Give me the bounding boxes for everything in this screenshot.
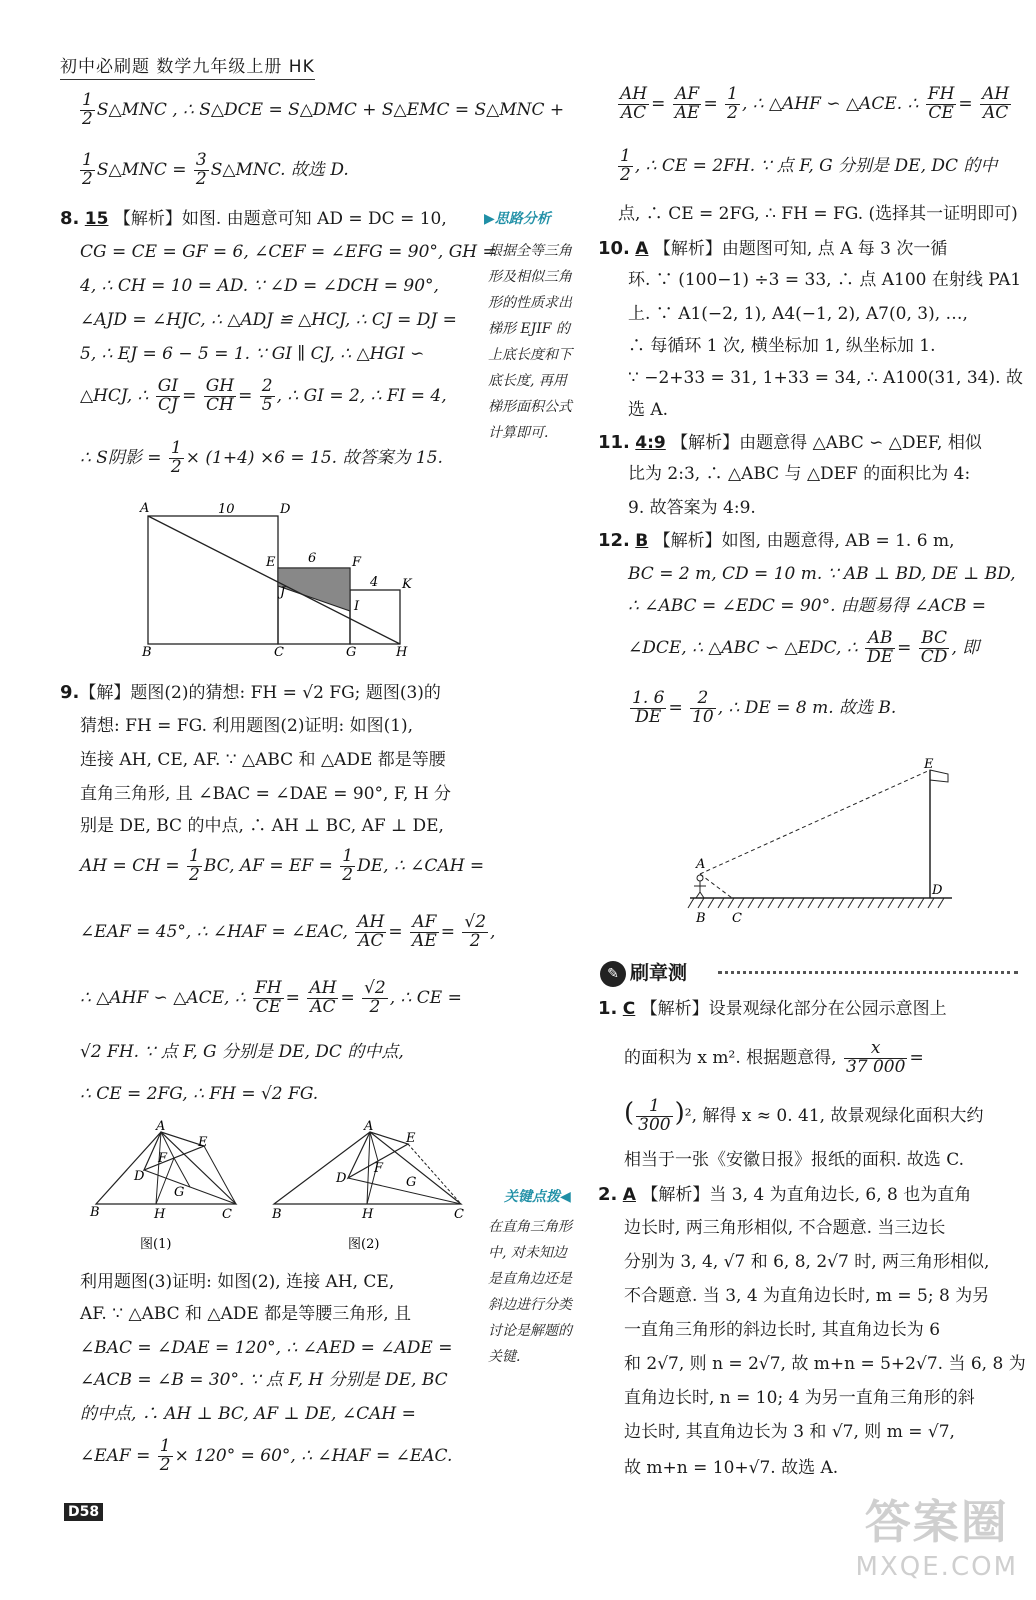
r-line-2: $\frac{1}{2}$ , ∴ CE = 2FH. ∵ 点 F, G 分别是 DE, DC 的中 — [620, 146, 998, 185]
fraction: $\frac{AF}{AE}$ — [412, 912, 437, 951]
label-k: K — [402, 577, 412, 592]
fraction: $\frac{1}{2}$ — [159, 1436, 171, 1475]
q11-line-2: 比为 2:3, ∴ △ABC 与 △DEF 的面积比为 4: — [628, 464, 971, 484]
fraction: $\frac{AH}{AC}$ — [620, 84, 648, 123]
q10-line-2: 环. ∵ (100−1) ÷3 = 33, ∴ 点 A100 在射线 PA1 — [628, 270, 1022, 290]
fraction: $\frac{AB}{DE}$ — [867, 628, 894, 667]
q9-line-5: 别是 DE, BC 的中点, ∴ AH ⊥ BC, AF ⊥ DE, — [80, 816, 444, 836]
fraction: $\frac{√2}{2}$ — [364, 978, 386, 1017]
q11-line-3: 9. 故答案为 4:9. — [628, 498, 756, 518]
fraction: $\frac{1}{300}$ — [638, 1096, 671, 1135]
fig1-label-c: C — [222, 1207, 232, 1222]
fraction: $\frac{1}{2}$ — [727, 84, 738, 123]
r-line-1: $\frac{AH}{AC}$ = $\frac{AF}{AE}$ = $\frac{1}{2}$ , ∴ △AHF ∽ △ACE. ∴ $\frac{FH}{CE}$ = $\frac{AH}{AC}$ — [620, 84, 1010, 123]
q8-line-2: CG = CE = GF = 6, ∠CEF = ∠EFG = 90°, GH = — [80, 242, 497, 262]
page-header: 初中必刷题 数学九年级上册 HK — [60, 52, 315, 80]
fig12-label-a: A — [696, 857, 706, 872]
fig2-label-f: F — [374, 1161, 384, 1176]
c2-line-7: 直角边长时, n = 10; 4 为另一直角三角形的斜 — [624, 1388, 975, 1408]
c2-line-6: 和 2√7, 则 n = 2√7, 故 m+n = 5+2√7. 当 6, 8 为 — [624, 1354, 1026, 1374]
q9-line-10: ∴ CE = 2FG, ∴ FH = √2 FG. — [80, 1084, 319, 1104]
watermark-logo: 答案圈 MXQE.COM — [855, 1495, 1018, 1582]
fraction: $\frac{2}{10}$ — [692, 688, 714, 727]
fraction: $\frac{AH}{AC}$ — [309, 978, 337, 1017]
label-10: 10 — [218, 502, 235, 517]
q12-line-4: ∠DCE, ∴ △ABC ∽ △EDC, ∴ $\frac{AB}{DE}$ = $\frac{BC}{CD}$ , 即 — [628, 628, 980, 667]
q9-line-1: 9.【解】题图(2)的猜想: FH = √2 FG; 题图(3)的 — [60, 682, 441, 703]
q10-line-4: ∴ 每循环 1 次, 横坐标加 1, 纵坐标加 1. — [628, 336, 936, 356]
fig12-label-e: E — [924, 757, 934, 772]
section-header: ✎ 刷章测 — [600, 958, 687, 987]
sidebar-analysis: 根据全等三角 形及相似三角 形的性质求出 梯形 EJIF 的 上底长度和下 底长度, 再用 梯形面积公式 计算即可. — [488, 243, 572, 441]
c1-line-4: 相当于一张《安徽日报》报纸的面积. 故选 C. — [624, 1150, 965, 1170]
q9-line-11: 利用题图(3)证明: 如图(2), 连接 AH, CE, — [80, 1272, 395, 1292]
q9-figures — [86, 1120, 476, 1260]
label-a: A — [140, 501, 150, 516]
q9-line-15: 的中点, ∴ AH ⊥ BC, AF ⊥ DE, ∠CAH = — [80, 1404, 416, 1424]
label-h: H — [396, 645, 408, 658]
q9-line-12: AF. ∵ △ABC 和 △ADE 都是等腰三角形, 且 — [80, 1304, 412, 1324]
sidebar-analysis-title: ▶思路分析 — [484, 211, 551, 227]
q8-line-5: 5, ∴ EJ = 6 − 5 = 1. ∵ GI ∥ CJ, ∴ △HGI ∽ — [80, 344, 425, 364]
fraction: $\frac{BC}{CD}$ — [920, 628, 948, 667]
q12-figure — [684, 752, 964, 932]
fraction: $\frac{AF}{AE}$ — [674, 84, 700, 123]
label-j: J — [280, 585, 286, 600]
r-line-3: 点, ∴ CE = 2FG, ∴ FH = FG. (选择其一证明即可) — [618, 204, 1018, 224]
fig1-label-a: A — [156, 1120, 166, 1134]
divider — [718, 971, 1018, 974]
q9-line-13: ∠BAC = ∠DAE = 120°, ∴ ∠AED = ∠ADE = — [80, 1338, 453, 1358]
c2-line-1: 2. A 【解析】当 3, 4 为直角边长, 6, 8 也为直角 — [598, 1184, 972, 1205]
fig2-label-e: E — [406, 1131, 416, 1146]
fig2-label-a: A — [364, 1120, 374, 1134]
q9-line-6: AH = CH = $\frac{1}{2}$ BC, AF = EF = $\frac{1}{2}$ DE, ∴ ∠CAH = — [80, 846, 485, 885]
q12-line-5: $\frac{1. 6}{DE}$ = $\frac{2}{10}$ , ∴ DE = 8 m. 故选 B. — [632, 688, 897, 727]
fraction: $\frac{AH}{AC}$ — [982, 84, 1010, 123]
q8-figure — [138, 498, 428, 658]
fraction: $\frac{1}{2}$ — [82, 90, 93, 129]
c2-line-3: 分别为 3, 4, √7 和 6, 8, 2√7 时, 两三角形相似, — [624, 1252, 990, 1272]
q8-line-7: ∴ S阴影 = $\frac{1}{2}$ × (1+4) ×6 = 15. 故答案为 15. — [80, 438, 443, 477]
q10-line-3: 上. ∵ A1(−2, 1), A4(−1, 2), A7(0, 3), …, — [628, 304, 968, 324]
q10-line-1: 10. A 【解析】由题图可知, 点 A 每 3 次一循 — [598, 238, 948, 259]
label-c: C — [274, 645, 284, 658]
c2-line-9: 故 m+n = 10+√7. 故选 A. — [624, 1458, 839, 1478]
q8-line-1: 8. 15 【解析】如图. 由题意可知 AD = DC = 10, — [60, 208, 447, 229]
fig1-label-h: H — [154, 1207, 166, 1222]
fraction: $\frac{x}{37 000}$ — [845, 1038, 906, 1077]
fig2-label-b: B — [272, 1207, 282, 1222]
fig2-label-g: G — [406, 1175, 417, 1190]
continued-line-1: $\frac{1}{2}$ S△MNC , ∴ S△DCE = S△DMC + S△EMC = S△MNC + — [82, 90, 565, 129]
fraction: $\frac{FH}{CE}$ — [255, 978, 282, 1017]
q12-line-2: BC = 2 m, CD = 10 m. ∵ AB ⊥ BD, DE ⊥ BD, — [628, 564, 1016, 584]
q8-line-6: △HCJ, ∴ $\frac{GI}{CJ}$ = $\frac{GH}{CH}$ = $\frac{2}{5}$ , ∴ GI = 2, ∴ FI = 4, — [80, 376, 447, 415]
label-b: B — [142, 645, 152, 658]
fraction: $\frac{2}{5}$ — [261, 376, 273, 415]
fig1-label-b: B — [90, 1205, 100, 1220]
c1-line-1: 1. C 【解析】设景观绿化部分在公园示意图上 — [598, 998, 947, 1019]
fig1-label-d: D — [134, 1169, 145, 1184]
page-number: D58 — [64, 1503, 103, 1521]
fraction: $\frac{1}{2}$ — [189, 846, 200, 885]
q9-line-9: √2 FH. ∵ 点 F, G 分别是 DE, DC 的中点, — [80, 1042, 404, 1062]
label-f: F — [352, 555, 362, 570]
fig12-label-c: C — [732, 911, 742, 926]
fraction: $\frac{AH}{AC}$ — [357, 912, 385, 951]
fraction: $\frac{1. 6}{DE}$ — [632, 688, 665, 727]
q9-line-2: 猜想: FH = FG. 利用题图(2)证明: 如图(1), — [80, 716, 414, 736]
c2-line-4: 不合题意. 当 3, 4 为直角边长时, m = 5; 8 为另 — [624, 1286, 990, 1306]
sidebar-tip-title: 关键点拨◀ — [504, 1189, 571, 1205]
fraction: $\frac{1}{2}$ — [170, 438, 182, 477]
q9-line-4: 直角三角形, 且 ∠BAC = ∠DAE = 90°, F, H 分 — [80, 784, 452, 804]
c2-line-2: 边长时, 两三角形相似, 不合题意. 当三边长 — [624, 1218, 946, 1238]
q9-line-3: 连接 AH, CE, AF. ∵ △ABC 和 △ADE 都是等腰 — [80, 750, 446, 770]
sidebar-tip: 在直角三角形 中, 对未知边 是直角边还是 斜边进行分类 讨论是解题的 关键. — [488, 1219, 572, 1365]
q11-line-1: 11. 4:9 【解析】由题意得 △ABC ∽ △DEF, 相似 — [598, 432, 982, 453]
fig2-label-c: C — [454, 1207, 464, 1222]
q9-line-7: ∠EAF = 45°, ∴ ∠HAF = ∠EAC, $\frac{AH}{AC}$ = $\frac{AF}{AE}$ = $\frac{√2}{2}$ , — [80, 912, 496, 951]
label-4: 4 — [370, 575, 379, 590]
fraction: $\frac{√2}{2}$ — [464, 912, 487, 951]
fig1-caption: 图(1) — [140, 1237, 172, 1252]
q10-line-5: ∵ −2+33 = 31, 1+33 = 34, ∴ A100(31, 34). 故 — [628, 368, 1023, 388]
q10-line-6: 选 A. — [628, 400, 669, 420]
label-e: E — [266, 555, 276, 570]
fig1-label-e: E — [198, 1135, 208, 1150]
q9-line-14: ∠ACB = ∠B = 30°. ∵ 点 F, H 分别是 DE, BC — [80, 1370, 448, 1390]
c1-line-3: ( $\frac{1}{300}$ )², 解得 x ≈ 0. 41, 故景观绿化面积大约 — [624, 1096, 984, 1135]
continued-line-2: $\frac{1}{2}$ S△MNC = $\frac{3}{2}$ S△MNC. 故选 D. — [82, 150, 349, 189]
fig1-label-g: G — [174, 1185, 185, 1200]
pen-icon: ✎ — [600, 961, 626, 987]
fig2-label-d: D — [336, 1171, 347, 1186]
fig2-caption: 图(2) — [348, 1237, 380, 1252]
fig12-label-b: B — [696, 911, 706, 926]
fig12-label-d: D — [932, 883, 943, 898]
c1-line-2: 的面积为 x m². 根据题意得, $\frac{x}{37 000}$ = — [624, 1038, 924, 1077]
label-i: I — [354, 599, 360, 614]
c2-line-8: 边长时, 其直角边长为 3 和 √7, 则 m = √7, — [624, 1422, 955, 1442]
label-g: G — [346, 645, 357, 658]
q12-line-1: 12. B 【解析】如图, 由题意得, AB = 1. 6 m, — [598, 530, 955, 551]
q12-line-3: ∴ ∠ABC = ∠EDC = 90°. 由题易得 ∠ACB = — [628, 596, 986, 616]
fraction: $\frac{1}{2}$ — [620, 146, 631, 185]
label-d: D — [280, 502, 291, 517]
c2-line-5: 一直角三角形的斜边长时, 其直角边长为 6 — [624, 1320, 941, 1340]
fig1-label-f: F — [158, 1151, 168, 1166]
fraction: $\frac{3}{2}$ — [195, 150, 207, 189]
q8-line-4: ∠AJD = ∠HJC, ∴ △ADJ ≌ △HCJ, ∴ CJ = DJ = — [80, 310, 457, 330]
q9-line-8: ∴ △AHF ∽ △ACE, ∴ $\frac{FH}{CE}$ = $\frac{AH}{AC}$ = $\frac{√2}{2}$ , ∴ CE = — [80, 978, 462, 1017]
fraction: $\frac{1}{2}$ — [342, 846, 354, 885]
fraction: $\frac{1}{2}$ — [82, 150, 93, 189]
q8-line-3: 4, ∴ CH = 10 = AD. ∵ ∠D = ∠DCH = 90°, — [80, 276, 439, 296]
fraction: $\frac{FH}{CE}$ — [927, 84, 955, 123]
q9-line-16: ∠EAF = $\frac{1}{2}$ × 120° = 60°, ∴ ∠HAF = ∠EAC. — [80, 1436, 453, 1475]
fraction: $\frac{GH}{CH}$ — [205, 376, 235, 415]
label-6: 6 — [308, 551, 317, 566]
fig2-label-h: H — [362, 1207, 374, 1222]
fraction: $\frac{GI}{CJ}$ — [157, 376, 179, 415]
